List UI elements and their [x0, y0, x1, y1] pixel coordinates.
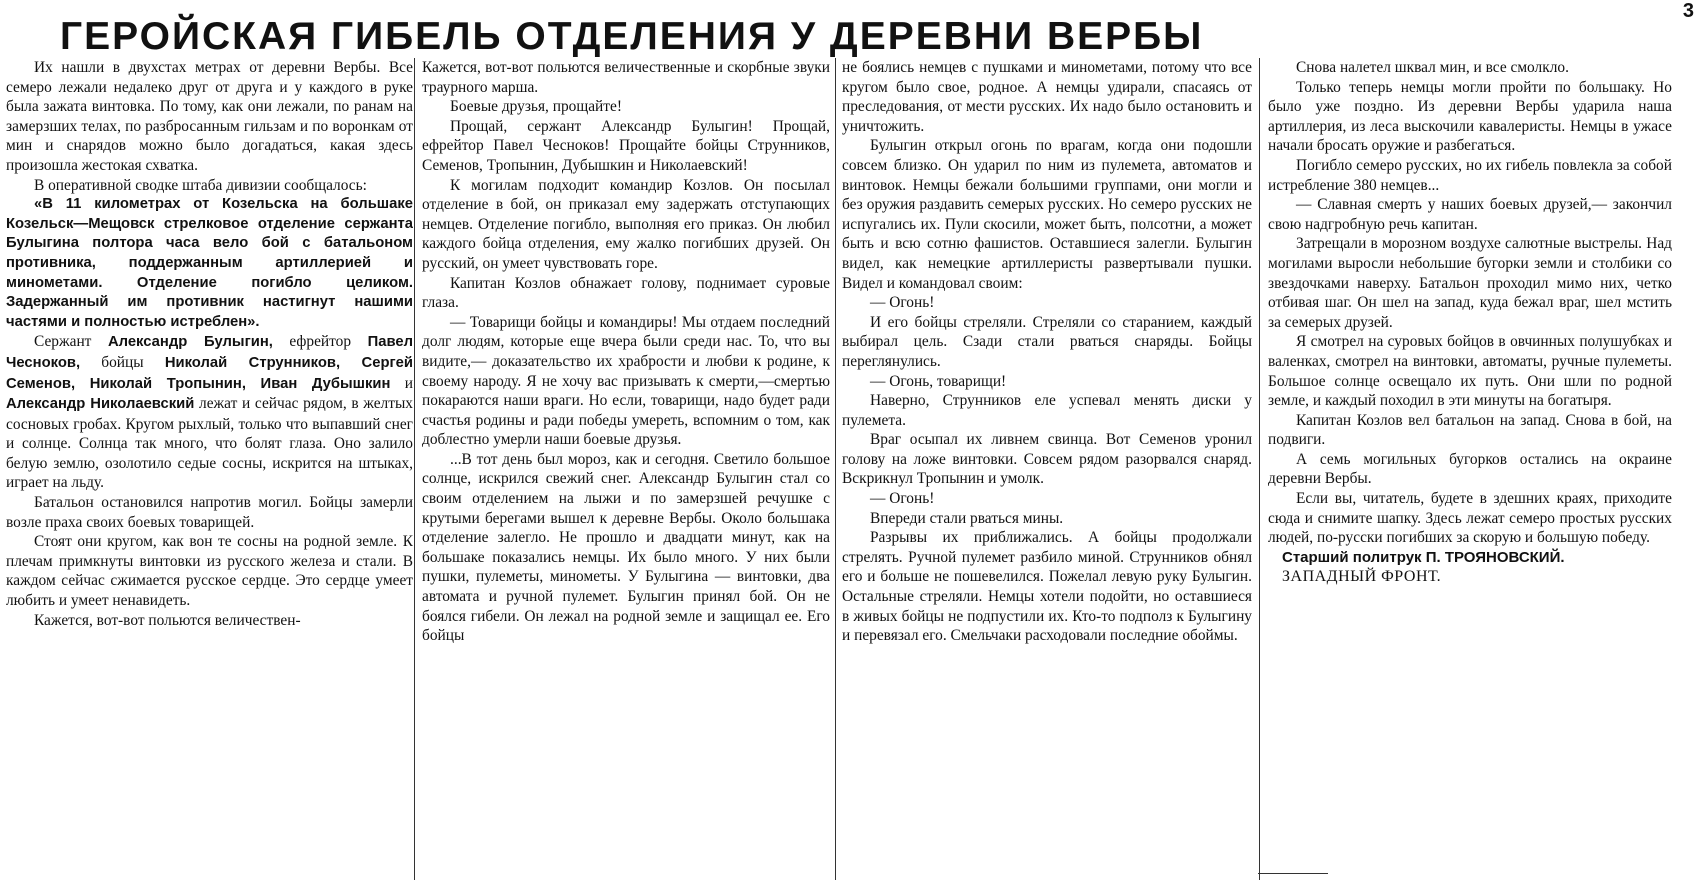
- column-rule: [1259, 58, 1260, 880]
- paragraph: В оперативной сводке штаба дивизии сообщалось:: [34, 176, 367, 194]
- paragraph-soldiers: [6, 332, 413, 493]
- soldier-names: Николай Струнников, Сергей Семенов, Николай Тропынин, Иван Дубышкин: [6, 354, 413, 392]
- paragraph: Стоят они кругом, как вон те сосны на родной земле. К плечам примкнуты винтовки из русского железа и стали. В каждом сейчас сжимается русское сердце. Это сердце умеет любить и умеет ненавидеть.: [6, 533, 413, 610]
- front-dateline: ЗАПАДНЫЙ ФРОНТ.: [1282, 568, 1442, 586]
- soldier-name: Павел Чесноков,: [6, 334, 413, 371]
- soldier-name: Александр Николаевский: [6, 396, 195, 413]
- paragraph: — Славная смерть у наших боевых друзей,— закончил свою надгробную речь капитан.: [1268, 196, 1672, 233]
- author-signature: Старший политрук П. ТРОЯНОВСКИЙ.: [1282, 548, 1565, 566]
- paragraph: Булыгин открыл огонь по врагам, когда они подошли совсем близко. Он ударил по ним из пулемета, автоматов и винтовок. Немцы бежали большими группами, они могли и без оружия раздавить семерых русских. Но семеро русских не испугались их. Пули скосили, может быть, полсотни, а может быть и всю сотню фашистов. Оставшиеся залегли. Булыгин видел, как немецкие артиллеристы развертывали пушки. Видел и командовал своим:: [842, 137, 1252, 292]
- division-report-quote: «В 11 километрах от Козельска на большаке Козельск—Мещовск стрелковое отделение сержанта Булыгина полтора часа вело бой с батальоном противника, поддержанным артиллерией и минометами. Отделение погибло целиком. Задержанный им противник настигнут нашими частями и полностью истреблен».: [6, 196, 413, 330]
- paragraph: Впереди стали рваться мины.: [870, 509, 1064, 527]
- paragraph: Кажется, вот-вот польются величественные и скорбные звуки траурного марша.: [422, 59, 830, 96]
- headline: ГЕРОЙСКАЯ ГИБЕЛЬ ОТДЕЛЕНИЯ У ДЕРЕВНИ ВЕРБЫ: [60, 15, 1204, 58]
- paragraph: Затрещали в морозном воздухе салютные выстрелы. Над могилами выросли небольшие бугорки земли и столбики со звездочками наверху. Батальон проходил мимо них, четко отбивая шаг. Он шел на запад, куда бежал враг, шел мстить за семерых друзей.: [1268, 235, 1672, 331]
- text-run: и: [390, 374, 413, 392]
- page-number: 3: [1682, 0, 1694, 22]
- paragraph: ...В тот день был мороз, как и сегодня. Светило большое солнце, искрился свежий снег. Александр Булыгин стал со своим отделением на лыжи и по замерзшей речушке с крутыми берегами вышел к деревне Вербы. Около большака отделение залегло. Не прошло и двадцати минут, как на большаке показались немцы. Их было много. У них были пушки, пулеметы, минометы. У Булыгина — винтовки, два автомата и ручной пулемет. Булыгин принял бой. Он не боялся гибели. Он лежал на родной земле и защищал ее. Его бойцы: [422, 450, 830, 645]
- article-column-4: [1268, 58, 1672, 880]
- paragraph: — Огонь!: [870, 294, 935, 312]
- text-run: бойцы: [80, 353, 165, 371]
- paragraph: Прощай, сержант Александр Булыгин! Прощай, ефрейтор Павел Чесноков! Прощайте бойцы Струнников, Семенов, Тропынин, Дубышкин и Николаевский!: [422, 117, 830, 174]
- text-run: ефрейтор: [272, 333, 368, 351]
- paragraph: Если вы, читатель, будете в здешних краях, приходите сюда и снимите шапку. Здесь лежат семеро простых русских людей, по-русски погибших за скорую и большую победу.: [1268, 490, 1672, 547]
- text-run: лежат и сейчас рядом, в желтых сосновых гробах. Кругом рыхлый, только что выпавший снег и солнце. Солнца так много, что болят глаза. Оно залило белую землю, озолотило седые сосны, искрится на штыках, играет на льду.: [6, 395, 413, 492]
- paragraph: Капитан Козлов обнажает голову, поднимает суровые глаза.: [422, 274, 830, 312]
- bottom-rule: [1258, 873, 1328, 874]
- paragraph: Наверно, Струнников еле успевал менять диски у пулемета.: [842, 392, 1252, 429]
- article-column-1: [6, 58, 413, 880]
- soldier-name: Александр Булыгин,: [107, 334, 273, 351]
- article-column-2: [422, 58, 830, 880]
- column-rule: [835, 58, 836, 880]
- paragraph: — Огонь, товарищи!: [870, 372, 1007, 390]
- paragraph: Враг осыпал их ливнем свинца. Вот Семенов уронил голову на ложе винтовки. Совсем рядом разорвался снаряд. Вскрикнул Тропынин и умолк.: [842, 431, 1252, 488]
- paragraph: — Товарищи бойцы и командиры! Мы отдаем последний долг людям, которые еще вчера были среди нас. То, что вы видите,— доказательство их храбрости и любви к родине, к своему народу. Я не хочу вас призывать к смерти,—смертью покараются наши враги. Но если, товарищи, надо будет ради счастья родины и ради победы умереть, вспомним о том, как доблестно умерли наши боевые друзья.: [422, 313, 830, 449]
- paragraph: Кажется, вот-вот польются величествен-: [34, 611, 301, 629]
- paragraph: Я смотрел на суровых бойцов в овчинных полушубках и валенках, смотрел на винтовки, автоматы, ручные пулеметы. Большое солнце освещало их путь. Они шли по родной земле, и каждый походил в эти минуты на богатыря.: [1268, 333, 1672, 410]
- text-run: Сержант: [34, 333, 108, 351]
- paragraph: Их нашли в двухстах метрах от деревни Вербы. Все семеро лежали недалеко друг от друга и у каждого в руке была зажата винтовка. По тому, как они лежали, по ранам на замерзших телах, по разбросанным гильзам и по воронкам от мин и снарядов можно было догадаться, какая здесь произошла жестокая схватка.: [6, 59, 413, 174]
- paragraph: — Огонь!: [870, 490, 935, 508]
- paragraph: Разрывы их приближались. А бойцы продолжали стрелять. Ручной пулемет разбило миной. Струнников обнял его и больше не пошевелился. Пожелал левую руку Булыгин. Остальные стреляли. Немцы хотели подойти, но оставшиеся в живых бойцы не подпустили их. Кто-то подполз к Булыгину и перевязал его. Смельчаки расходовали последние обоймы.: [842, 529, 1252, 645]
- column-rule: [414, 58, 415, 880]
- paragraph: Снова налетел шквал мин, и все смолкло.: [1296, 59, 1569, 76]
- article-column-3: [842, 58, 1252, 880]
- paragraph: К могилам подходит командир Козлов. Он посылал отделение в бой, он приказал ему задержать отступающих немцев. Отделение погибло, выполняя его приказ. Он любил каждого бойца отделения, ему жалко погибших друзей. Он русский, он умеет чувствовать горе.: [422, 176, 830, 272]
- paragraph: И его бойцы стреляли. Стреляли со старанием, каждый выбирал цель. Сзади стали рваться снаряды. Бойцы переглянулись.: [842, 313, 1252, 370]
- paragraph: не боялись немцев с пушками и минометами, потому что все кругом было свое, родное. А немцы удирали, спасаясь от преследования, от мести русских. Их надо было остановить и уничтожить.: [842, 59, 1252, 135]
- paragraph: Капитан Козлов вел батальон на запад. Снова в бой, на подвиги.: [1268, 411, 1672, 449]
- paragraph: Боевые друзья, прощайте!: [450, 98, 622, 116]
- paragraph: Батальон остановился напротив могил. Бойцы замерли возле праха своих боевых товарищей.: [6, 494, 413, 531]
- paragraph: Только теперь немцы могли пройти по большаку. Но было уже поздно. Из деревни Вербы ударила наша артиллерия, из леса выскочили кавалеристы. Немцы в ужасе начали бросать оружие и разбегаться.: [1268, 78, 1672, 155]
- paragraph: А семь могильных бугорков остались на окраине деревни Вербы.: [1268, 450, 1672, 488]
- paragraph: Погибло семеро русских, но их гибель повлекла за собой истребление 380 немцев...: [1268, 156, 1672, 194]
